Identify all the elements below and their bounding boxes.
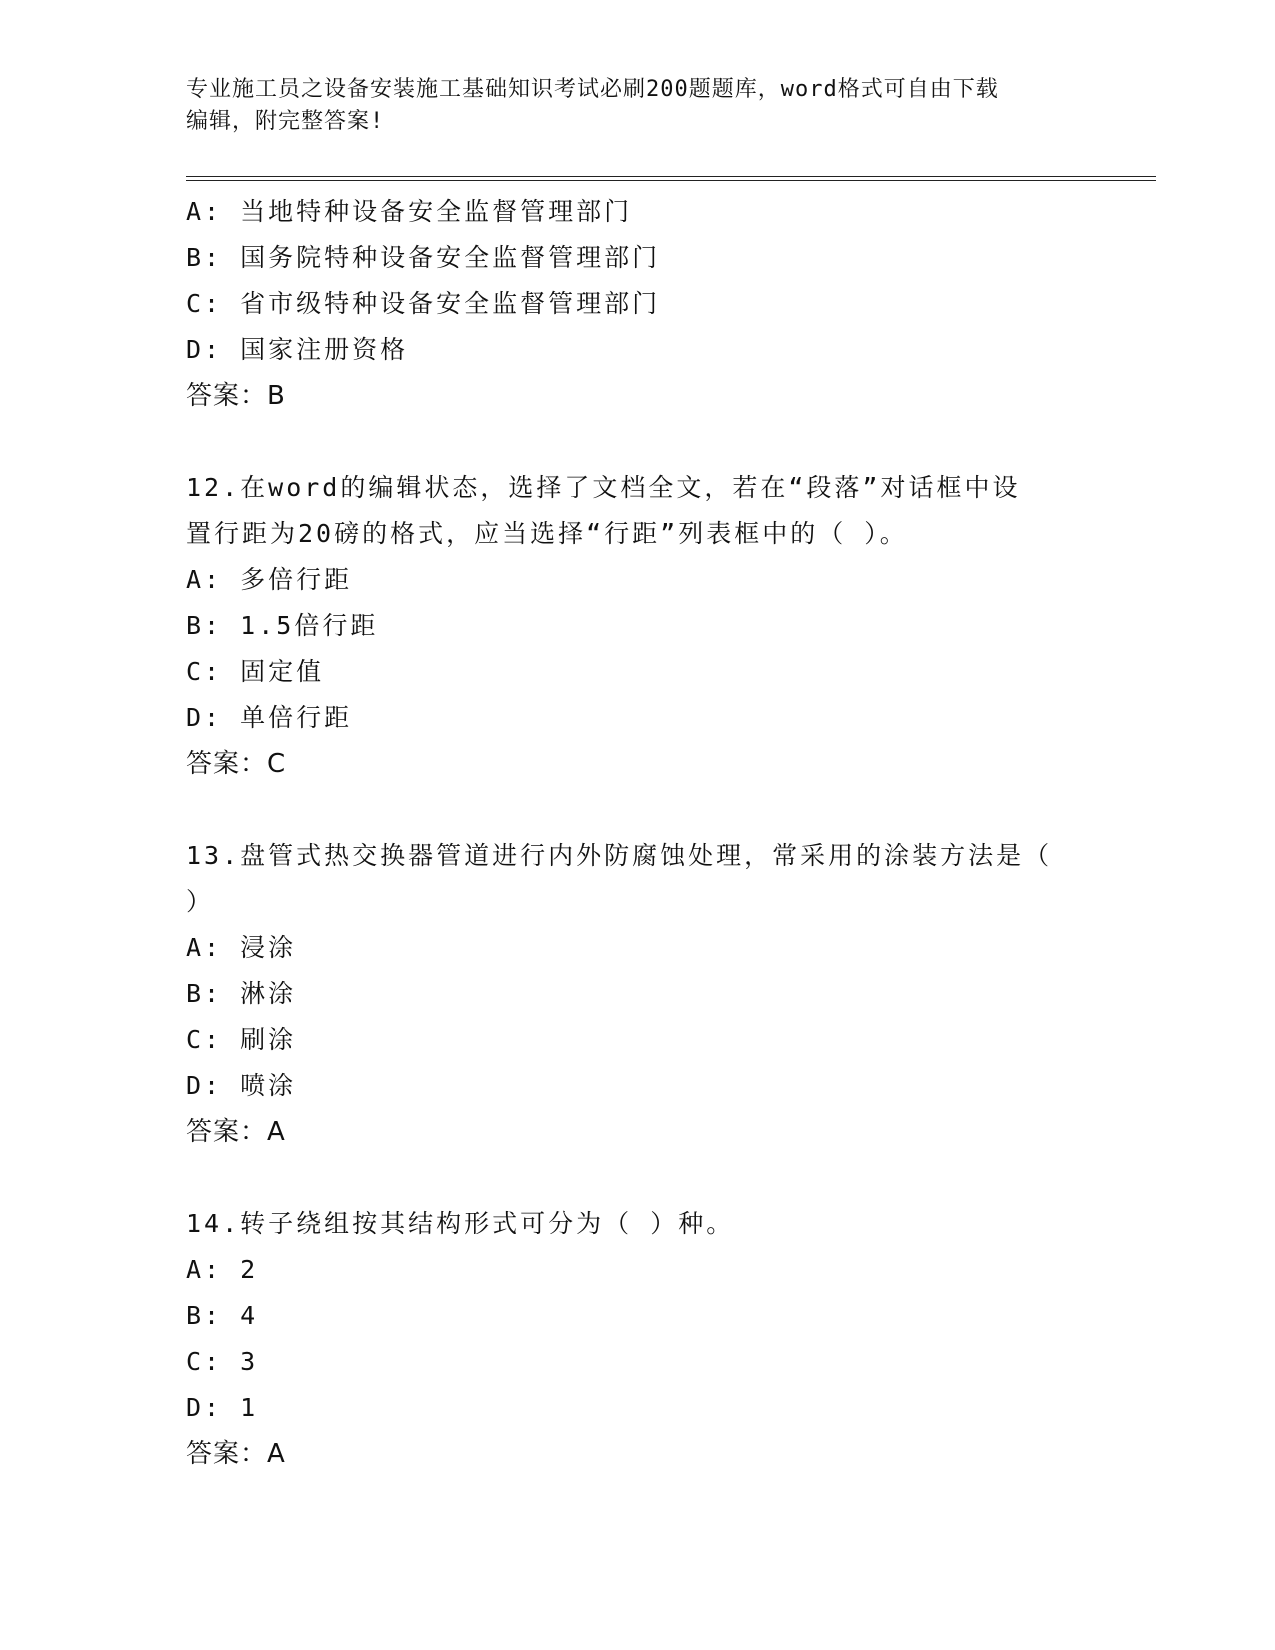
option-key: A: — [186, 1255, 223, 1284]
option-key: B: — [186, 979, 223, 1008]
option-key: B: — [186, 243, 223, 272]
option-a — [186, 1247, 1086, 1293]
option-key: A: — [186, 197, 223, 226]
option-text: 1 — [240, 1393, 259, 1422]
header-double-rule — [186, 176, 1156, 181]
option-a — [186, 557, 1086, 603]
option-key: B: — [186, 1301, 223, 1330]
option-c — [186, 1017, 1086, 1063]
option-text: 刷涂 — [240, 1025, 297, 1054]
question-text-line-1: 14.转子绕组按其结构形式可分为（ ）种。 — [186, 1209, 735, 1238]
question-text-line-2: ） — [186, 887, 215, 916]
option-text: 国务院特种设备安全监督管理部门 — [240, 243, 661, 272]
option-c — [186, 649, 1086, 695]
option-key: B: — [186, 611, 223, 640]
option-b — [186, 1293, 1086, 1339]
option-key: D: — [186, 1393, 223, 1422]
answer-line: 答案：B — [186, 381, 286, 411]
option-text: 1.5倍行距 — [240, 611, 379, 640]
option-text: 浸涂 — [240, 933, 297, 962]
question-text-line-1: 13.盘管式热交换器管道进行内外防腐蚀处理，常采用的涂装方法是（ — [186, 841, 1053, 870]
option-d — [186, 695, 1086, 741]
spacer — [186, 1155, 1086, 1201]
option-key: A: — [186, 565, 223, 594]
spacer — [186, 419, 1086, 465]
option-text: 固定值 — [240, 657, 325, 686]
option-d — [186, 1385, 1086, 1431]
option-a — [186, 189, 1086, 235]
option-text: 当地特种设备安全监督管理部门 — [240, 197, 633, 226]
question-text-line-2: 置行距为20磅的格式，应当选择“行距”列表框中的（ ）。 — [186, 519, 908, 548]
answer-line: 答案：C — [186, 749, 287, 779]
option-d — [186, 327, 1086, 373]
option-d — [186, 1063, 1086, 1109]
option-key: C: — [186, 657, 223, 686]
option-key: D: — [186, 1071, 223, 1100]
option-text: 国家注册资格 — [240, 335, 409, 364]
answer-line: 答案：A — [186, 1439, 286, 1469]
option-b — [186, 603, 1086, 649]
spacer — [186, 787, 1086, 833]
question-text-line-1: 12.在word的编辑状态，选择了文档全文，若在“段落”对话框中设 — [186, 473, 1021, 502]
question-12 — [186, 465, 1086, 787]
option-text: 2 — [240, 1255, 259, 1284]
option-text: 单倍行距 — [240, 703, 353, 732]
option-key: C: — [186, 1347, 223, 1376]
option-text: 省市级特种设备安全监督管理部门 — [240, 289, 661, 318]
option-key: C: — [186, 1025, 223, 1054]
option-key: A: — [186, 933, 223, 962]
option-key: D: — [186, 335, 223, 364]
header-title-line-2: 编辑，附完整答案! — [186, 109, 385, 134]
question-14 — [186, 1201, 1086, 1477]
page-header — [186, 74, 1086, 138]
question-13 — [186, 833, 1086, 1155]
option-c — [186, 281, 1086, 327]
option-text: 淋涂 — [240, 979, 297, 1008]
question-list — [186, 189, 1086, 1477]
option-a — [186, 925, 1086, 971]
option-text: 4 — [240, 1301, 259, 1330]
option-b — [186, 235, 1086, 281]
header-title-line-1: 专业施工员之设备安装施工基础知识考试必刷200题题库，word格式可自由下载 — [186, 77, 999, 102]
option-key: C: — [186, 289, 223, 318]
option-b — [186, 971, 1086, 1017]
option-text: 喷涂 — [240, 1071, 297, 1100]
option-text: 3 — [240, 1347, 259, 1376]
option-key: D: — [186, 703, 223, 732]
answer-line: 答案：A — [186, 1117, 286, 1147]
option-c — [186, 1339, 1086, 1385]
question-11 — [186, 189, 1086, 419]
option-text: 多倍行距 — [240, 565, 353, 594]
